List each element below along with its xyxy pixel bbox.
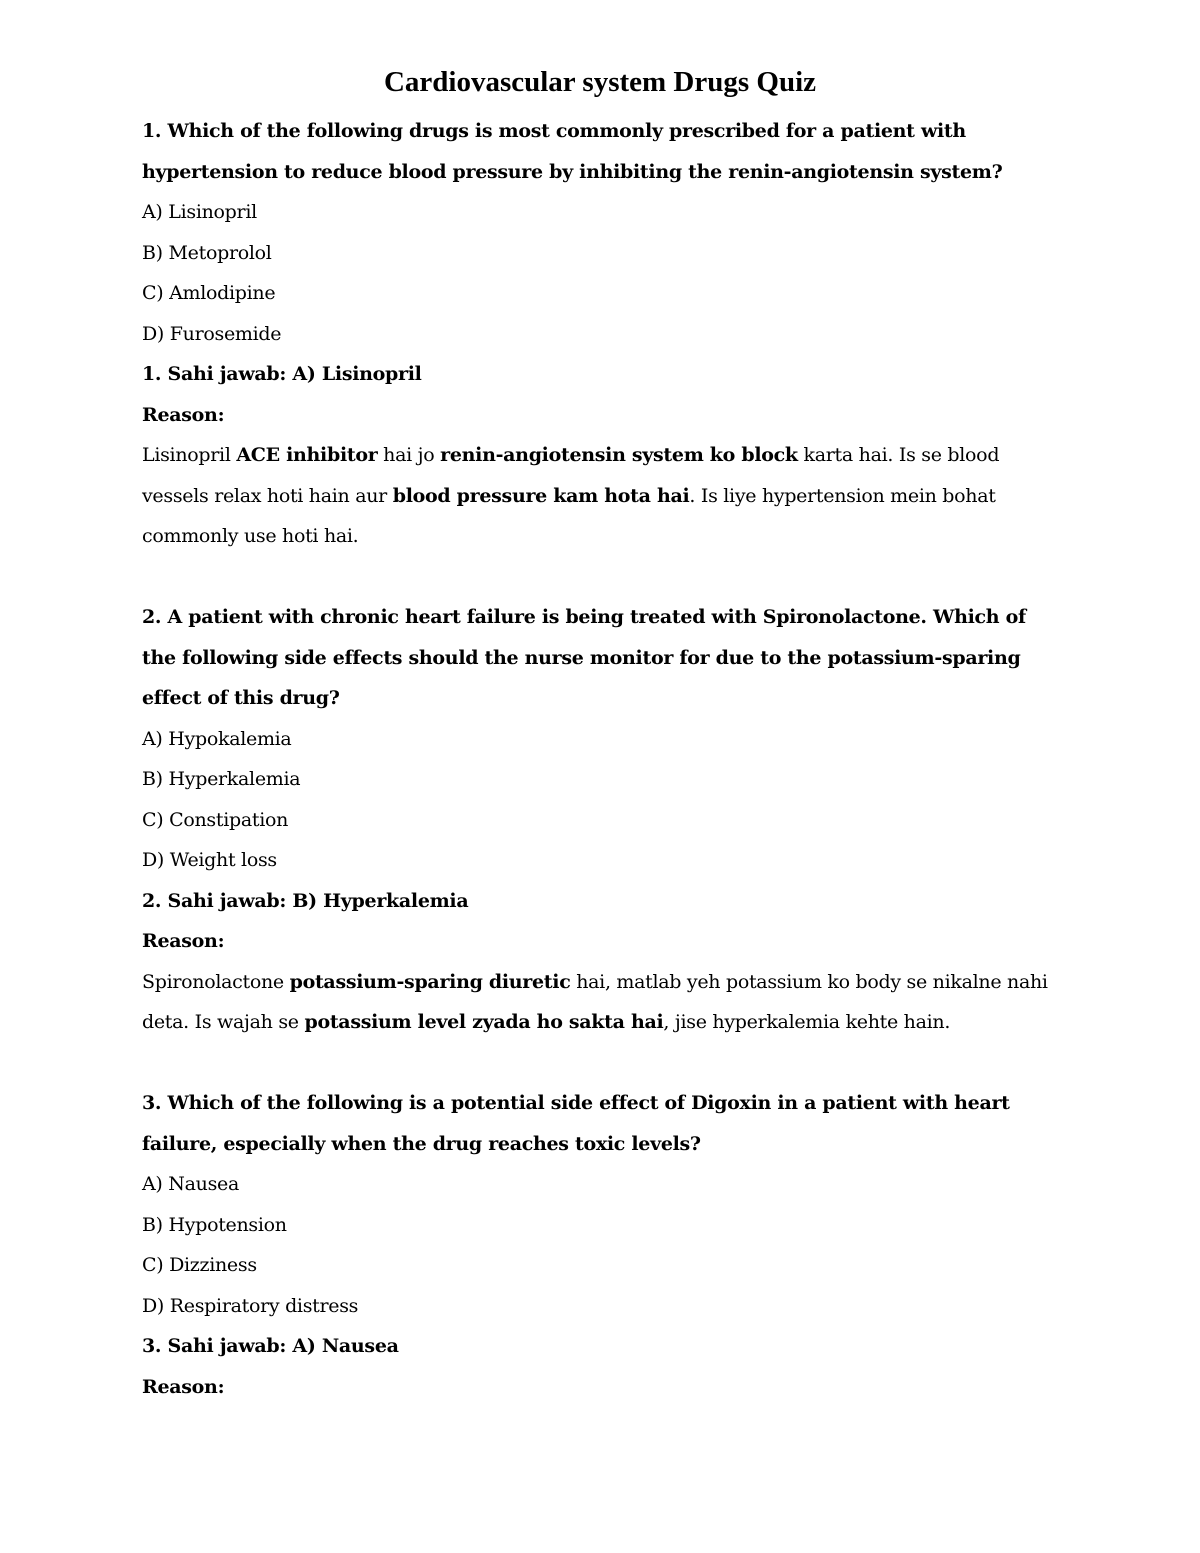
reason-segment: hai, matlab yeh potassium ko body se nikalne nahi deta. Is wajah se	[142, 970, 1048, 1033]
option-b: B) Metoprolol	[142, 241, 272, 264]
quiz-content	[142, 111, 1057, 1407]
reason-segment: , jise hyperkalemia kehte hain.	[663, 1011, 951, 1033]
reason-segment: renin-angiotensin system ko block	[440, 444, 798, 466]
option-a: A) Lisinopril	[142, 201, 257, 223]
reason-segment: ACE inhibitor	[236, 444, 378, 466]
option-d: D) Furosemide	[142, 322, 282, 345]
reason-segment: hai jo	[377, 444, 441, 466]
option-c: C) Amlodipine	[142, 282, 276, 304]
question-text: 1. Which of the following drugs is most commonly prescribed for a patient with hypertension to reduce blood pressure by inhibiting the renin-angiotensin system?	[142, 120, 1003, 183]
page-title: Cardiovascular system Drugs Quiz	[383, 66, 817, 98]
answer-line: 2. Sahi jawab: B) Hyperkalemia	[142, 889, 469, 912]
reason-segment: blood pressure kam hota hai	[392, 484, 690, 507]
reason-segment: potassium level zyada ho sakta hai	[304, 1011, 664, 1033]
question-block	[142, 597, 1057, 1043]
reason-label: Reason:	[142, 403, 225, 426]
option-b: B) Hypotension	[142, 1213, 287, 1236]
question-block	[142, 111, 1057, 557]
reason-label: Reason:	[142, 1375, 225, 1398]
answer-line: 3. Sahi jawab: A) Nausea	[142, 1335, 399, 1357]
option-a: A) Nausea	[142, 1173, 239, 1195]
spacer	[142, 557, 1057, 598]
reason-segment: potassium-sparing diuretic	[289, 970, 571, 993]
reason-segment: Spironolactone	[142, 970, 290, 993]
reason-segment: Lisinopril	[142, 444, 237, 466]
reason-text	[142, 435, 1057, 557]
reason-label: Reason:	[142, 930, 225, 952]
answer-line: 1. Sahi jawab: A) Lisinopril	[142, 363, 422, 385]
option-c: C) Dizziness	[142, 1254, 257, 1276]
reason-segment: karta hai. Is se blood vessels relax hoti hain aur	[142, 444, 1000, 507]
reason-segment: . Is liye hypertension mein bohat commonly use hoti hai.	[142, 484, 996, 547]
question-text: 3. Which of the following is a potential side effect of Digoxin in a patient with heart failure, especially when the drug reaches toxic levels?	[142, 1092, 1010, 1155]
reason-text	[142, 962, 1057, 1043]
option-a: A) Hypokalemia	[142, 727, 292, 750]
question-block	[142, 1083, 1057, 1407]
question-text: 2. A patient with chronic heart failure is being treated with Spironolactone. Which of the following side effects should the nurse monitor for due to the potassium-sparing effect of this drug?	[142, 606, 1026, 709]
option-d: D) Weight loss	[142, 849, 277, 871]
option-b: B) Hyperkalemia	[142, 768, 301, 790]
option-d: D) Respiratory distress	[142, 1294, 359, 1317]
option-c: C) Constipation	[142, 808, 289, 831]
spacer	[142, 1043, 1057, 1084]
